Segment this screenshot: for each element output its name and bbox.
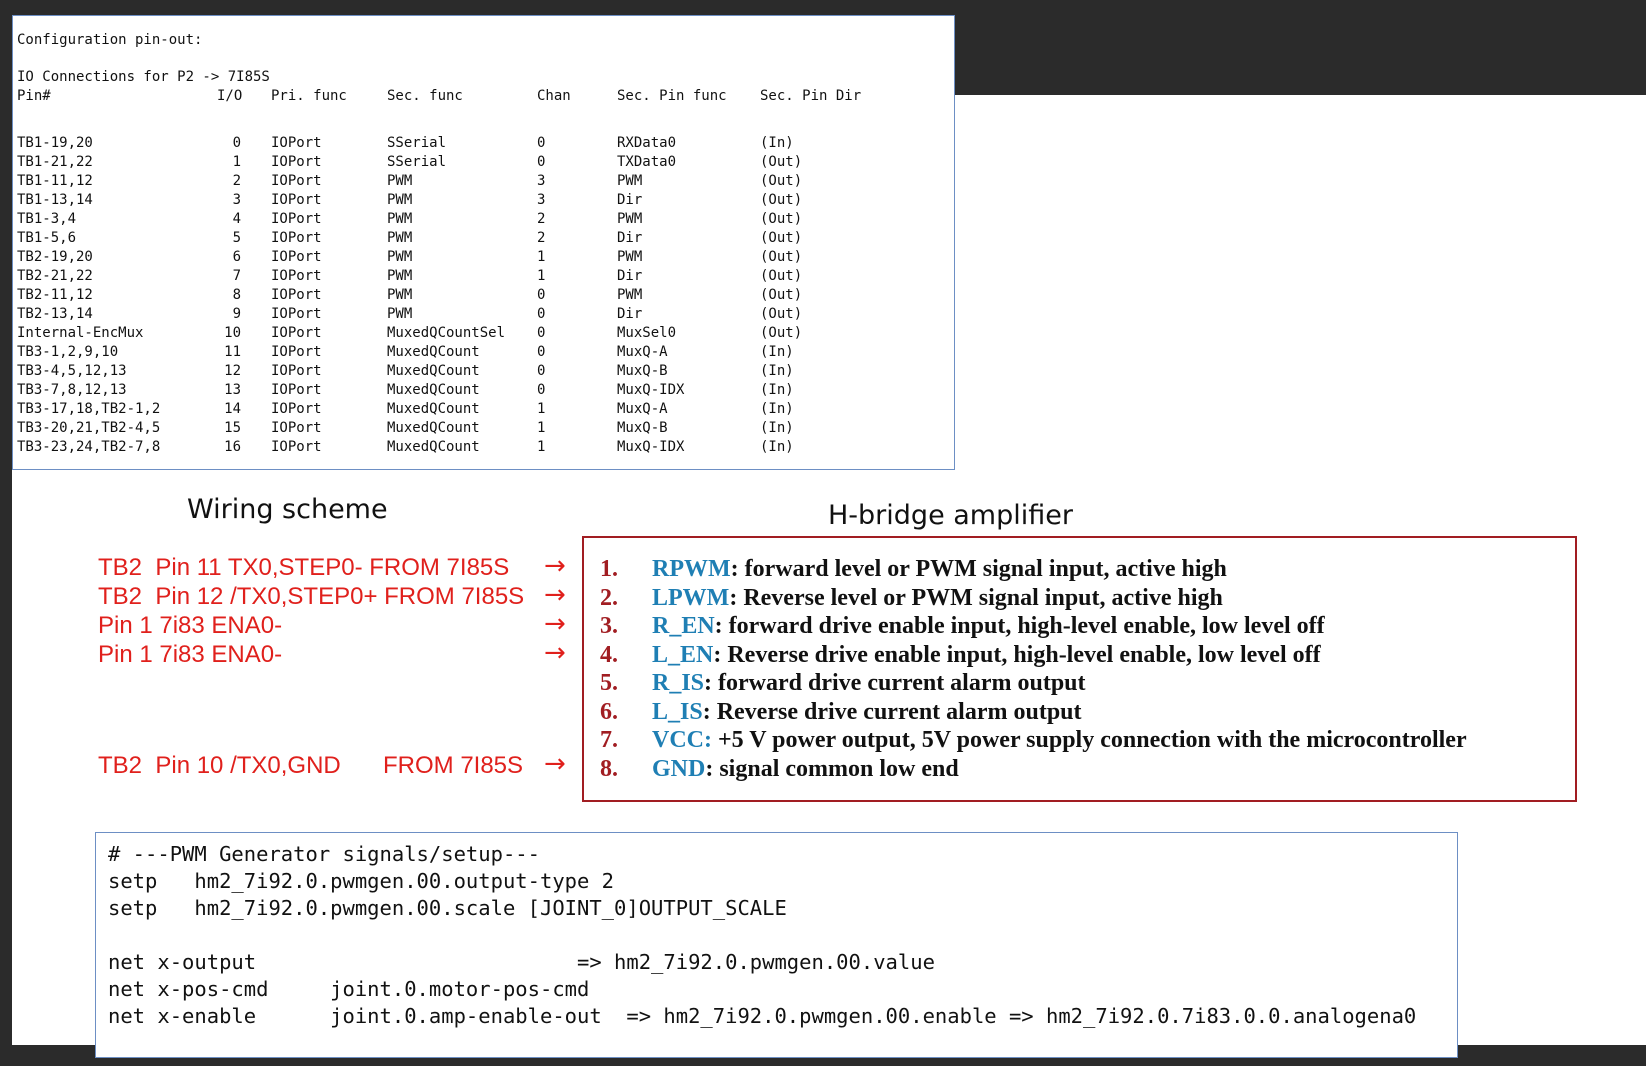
cell-sec-func: MuxedQCount: [387, 401, 480, 417]
cell-sec-pin-dir: (Out): [760, 306, 803, 322]
cell-sec-pin-func: PWM: [617, 211, 643, 227]
wiring-line: Pin 1 7i83 ENA0-: [98, 612, 283, 639]
item-text: [652, 670, 1086, 697]
table-row: [17, 134, 947, 153]
cell-sec-pin-func: RXData0: [617, 135, 677, 151]
table-row: [17, 210, 947, 229]
item-number: 3.: [600, 613, 618, 639]
cell-pin: Internal-EncMux: [17, 325, 144, 341]
table-row: [17, 362, 947, 381]
cell-sec-func: PWM: [387, 249, 413, 265]
cell-sec-pin-func: PWM: [617, 287, 643, 303]
cell-sec-func: PWM: [387, 230, 413, 246]
cell-chan: 1: [537, 249, 546, 265]
item-number: 8.: [600, 755, 618, 782]
cell-chan: 1: [537, 401, 546, 417]
item-number: 4.: [600, 641, 618, 668]
pin-name: L_IS: [652, 698, 703, 725]
cell-io: 11: [224, 344, 241, 360]
cell-chan: 0: [537, 325, 546, 341]
cell-pin: TB3-20,21,TB2-4,5: [17, 420, 161, 436]
arrow-right-icon: →: [544, 609, 566, 639]
item-text: [652, 585, 1223, 612]
hbridge-pin-list: [582, 536, 1577, 802]
cell-sec-pin-dir: (In): [760, 420, 794, 436]
cell-sec-pin-dir: (Out): [760, 230, 803, 246]
cell-pri-func: IOPort: [271, 268, 322, 284]
cell-sec-pin-dir: (In): [760, 382, 794, 398]
cell-sec-func: MuxedQCount: [387, 382, 480, 398]
cell-io: 14: [224, 401, 241, 417]
cell-pri-func: IOPort: [271, 287, 322, 303]
pin-description: : Reverse drive enable input, high-level enable, low level off: [713, 641, 1321, 668]
item-number: 5.: [600, 670, 618, 696]
cell-pin: TB2-21,22: [17, 268, 93, 284]
cell-io: 4: [232, 211, 241, 227]
cell-pri-func: IOPort: [271, 154, 322, 170]
code-line: setp hm2_7i92.0.pwmgen.00.scale [JOINT_0]OUTPUT_SCALE: [108, 896, 787, 920]
table-row: [17, 324, 947, 343]
cell-io: 12: [224, 363, 241, 379]
cell-sec-pin-dir: (In): [760, 401, 794, 417]
cell-pri-func: IOPort: [271, 192, 322, 208]
cell-sec-pin-func: Dir: [617, 306, 643, 322]
hal-code-block: [95, 832, 1458, 1058]
item-number: 6.: [600, 698, 618, 725]
arrow-right-icon: →: [544, 580, 566, 610]
cell-pri-func: IOPort: [271, 325, 322, 341]
cell-sec-pin-dir: (Out): [760, 154, 803, 170]
table-row: [17, 172, 947, 191]
cell-pri-func: IOPort: [271, 382, 322, 398]
table-row: [17, 438, 947, 457]
pin-description: : forward drive enable input, high-level enable, low level off: [714, 613, 1325, 639]
item-number: 1.: [600, 556, 618, 582]
cell-pin: TB1-3,4: [17, 211, 77, 227]
item-number: 2.: [600, 584, 618, 611]
cell-sec-pin-func: MuxSel0: [617, 325, 677, 341]
cell-chan: 0: [537, 344, 546, 360]
cell-sec-pin-dir: (In): [760, 344, 794, 360]
cell-chan: 1: [537, 439, 546, 455]
cell-pri-func: IOPort: [271, 344, 322, 360]
cell-sec-func: PWM: [387, 173, 413, 189]
pinout-header-row: [17, 87, 947, 106]
pin-description: : Reverse level or PWM signal input, active high: [729, 584, 1223, 611]
cell-pri-func: IOPort: [271, 173, 322, 189]
cell-pri-func: IOPort: [271, 420, 322, 436]
cell-io: 2: [232, 173, 241, 189]
wiring-gnd-right: FROM 7I85S: [383, 752, 524, 779]
cell-chan: 1: [537, 268, 546, 284]
cell-pri-func: IOPort: [271, 363, 322, 379]
cell-sec-func: PWM: [387, 306, 413, 322]
arrow-right-icon: →: [544, 551, 566, 581]
pin-name: GND: [652, 755, 706, 782]
cell-chan: 2: [537, 230, 546, 246]
hbridge-heading: H-bridge amplifier: [828, 500, 1073, 531]
cell-sec-pin-dir: (Out): [760, 173, 803, 189]
cell-chan: 2: [537, 211, 546, 227]
pin-description: : signal common low end: [705, 755, 959, 782]
cell-sec-pin-func: MuxQ-IDX: [617, 382, 685, 398]
pinout-table-box: [12, 15, 955, 470]
code-line: net x-pos-cmd joint.0.motor-pos-cmd: [108, 977, 590, 1001]
cell-chan: 0: [537, 382, 546, 398]
cell-pin: TB3-23,24,TB2-7,8: [17, 439, 161, 455]
wiring-line: TB2 Pin 12 /TX0,STEP0+ FROM 7I85S: [98, 583, 525, 610]
wiring-line: TB2 Pin 11 TX0,STEP0- FROM 7I85S: [98, 554, 510, 581]
arrow-right-icon: →: [544, 749, 566, 779]
cell-pri-func: IOPort: [271, 306, 322, 322]
cell-sec-pin-dir: (In): [760, 363, 794, 379]
cell-sec-pin-dir: (Out): [760, 211, 803, 227]
cell-io: 1: [232, 154, 241, 170]
table-row: [17, 381, 947, 400]
cell-io: 9: [232, 306, 241, 322]
table-row: [17, 400, 947, 419]
cell-chan: 0: [537, 287, 546, 303]
cell-sec-func: MuxedQCount: [387, 420, 480, 436]
cell-sec-pin-func: MuxQ-IDX: [617, 439, 685, 455]
cell-io: 0: [232, 135, 241, 151]
item-text: [652, 556, 1227, 583]
wiring-line: Pin 1 7i83 ENA0-: [98, 641, 283, 668]
pin-description: +5 V power output, 5V power supply connection with the microcontroller: [712, 727, 1467, 753]
cell-pri-func: IOPort: [271, 249, 322, 265]
cell-sec-func: MuxedQCountSel: [387, 325, 506, 341]
cell-chan: 3: [537, 192, 546, 208]
item-text: [652, 756, 959, 783]
item-text: [652, 727, 1467, 754]
cell-pin: TB2-13,14: [17, 306, 93, 322]
table-row: [17, 248, 947, 267]
cell-chan: 0: [537, 306, 546, 322]
cell-sec-pin-dir: (Out): [760, 287, 803, 303]
cell-sec-pin-dir: (Out): [760, 192, 803, 208]
cell-pri-func: IOPort: [271, 135, 322, 151]
cell-chan: 1: [537, 420, 546, 436]
arrow-right-icon: →: [544, 638, 566, 668]
cell-sec-func: PWM: [387, 192, 413, 208]
cell-sec-pin-dir: (Out): [760, 249, 803, 265]
cell-pin: TB2-19,20: [17, 249, 93, 265]
header-chan: Chan: [537, 88, 571, 104]
cell-io: 13: [224, 382, 241, 398]
cell-pri-func: IOPort: [271, 230, 322, 246]
item-text: [652, 613, 1325, 640]
cell-pin: TB1-21,22: [17, 154, 93, 170]
pin-name: L_EN: [652, 641, 714, 668]
cell-io: 8: [232, 287, 241, 303]
pin-name: LPWM: [652, 584, 730, 611]
header-sec-func: Sec. func: [387, 88, 463, 104]
cell-sec-func: PWM: [387, 287, 413, 303]
cell-sec-func: SSerial: [387, 135, 447, 151]
cell-sec-pin-func: Dir: [617, 230, 643, 246]
table-row: [17, 286, 947, 305]
cell-sec-pin-func: MuxQ-A: [617, 344, 668, 360]
table-row: [17, 305, 947, 324]
cell-io: 15: [224, 420, 241, 436]
table-row: [17, 153, 947, 172]
cell-sec-pin-dir: (In): [760, 439, 794, 455]
cell-sec-func: MuxedQCount: [387, 439, 480, 455]
cell-sec-pin-func: MuxQ-B: [617, 420, 668, 436]
table-row: [17, 343, 947, 362]
header-sec-pin-dir: Sec. Pin Dir: [760, 88, 862, 104]
pin-description: : Reverse drive current alarm output: [702, 698, 1082, 725]
header-pin: Pin#: [17, 88, 51, 104]
cell-pin: TB1-13,14: [17, 192, 93, 208]
code-line: # ---PWM Generator signals/setup---: [108, 842, 540, 866]
cell-io: 3: [232, 192, 241, 208]
item-text: [652, 642, 1321, 669]
cell-pin: TB3-17,18,TB2-1,2: [17, 401, 161, 417]
cell-io: 7: [232, 268, 241, 284]
cell-sec-pin-func: PWM: [617, 173, 643, 189]
code-line: net x-output => hm2_7i92.0.pwmgen.00.value: [108, 950, 935, 974]
item-number: 7.: [600, 727, 618, 753]
pin-name: R_EN: [652, 613, 715, 639]
cell-sec-pin-func: PWM: [617, 249, 643, 265]
cell-chan: 0: [537, 154, 546, 170]
cell-sec-pin-dir: (Out): [760, 268, 803, 284]
header-sec-pin-func: Sec. Pin func: [617, 88, 727, 104]
cell-pri-func: IOPort: [271, 439, 322, 455]
cell-sec-pin-func: Dir: [617, 268, 643, 284]
cell-io: 16: [224, 439, 241, 455]
cell-pri-func: IOPort: [271, 401, 322, 417]
wiring-gnd-left: TB2 Pin 10 /TX0,GND: [98, 752, 341, 779]
code-line: net x-enable joint.0.amp-enable-out => hm2_7i92.0.pwmgen.00.enable => hm2_7i92.0.7i83.0.0.analogena0: [108, 1004, 1417, 1028]
cell-pin: TB1-5,6: [17, 230, 77, 246]
cell-chan: 3: [537, 173, 546, 189]
cell-io: 6: [232, 249, 241, 265]
item-text: [652, 699, 1082, 726]
cell-sec-func: MuxedQCount: [387, 363, 480, 379]
cell-sec-func: SSerial: [387, 154, 447, 170]
table-row: [17, 229, 947, 248]
pin-description: : forward level or PWM signal input, active high: [730, 556, 1227, 582]
pinout-title: Configuration pin-out:: [17, 32, 203, 48]
cell-io: 5: [232, 230, 241, 246]
cell-sec-pin-func: Dir: [617, 192, 643, 208]
cell-io: 10: [224, 325, 241, 341]
cell-pin: TB3-4,5,12,13: [17, 363, 127, 379]
pinout-subtitle: IO Connections for P2 -> 7I85S: [17, 69, 270, 85]
cell-pin: TB2-11,12: [17, 287, 93, 303]
table-row: [17, 419, 947, 438]
cell-sec-func: PWM: [387, 268, 413, 284]
code-line: setp hm2_7i92.0.pwmgen.00.output-type 2: [108, 869, 615, 893]
cell-sec-func: PWM: [387, 211, 413, 227]
cell-sec-pin-dir: (Out): [760, 325, 803, 341]
table-row: [17, 191, 947, 210]
cell-pin: TB3-7,8,12,13: [17, 382, 127, 398]
cell-sec-pin-dir: (In): [760, 135, 794, 151]
cell-sec-pin-func: MuxQ-B: [617, 363, 668, 379]
cell-sec-func: MuxedQCount: [387, 344, 480, 360]
header-io: I/O: [217, 88, 243, 104]
header-pri-func: Pri. func: [271, 88, 347, 104]
cell-pin: TB1-19,20: [17, 135, 93, 151]
cell-chan: 0: [537, 363, 546, 379]
cell-pin: TB1-11,12: [17, 173, 93, 189]
pin-name: R_IS: [652, 670, 705, 696]
pin-name: VCC:: [652, 727, 712, 753]
cell-pin: TB3-1,2,9,10: [17, 344, 119, 360]
cell-pri-func: IOPort: [271, 211, 322, 227]
wiring-heading: Wiring scheme: [187, 494, 388, 525]
cell-chan: 0: [537, 135, 546, 151]
table-row: [17, 267, 947, 286]
pin-description: : forward drive current alarm output: [704, 670, 1086, 696]
cell-sec-pin-func: MuxQ-A: [617, 401, 668, 417]
pin-name: RPWM: [652, 556, 731, 582]
cell-sec-pin-func: TXData0: [617, 154, 677, 170]
